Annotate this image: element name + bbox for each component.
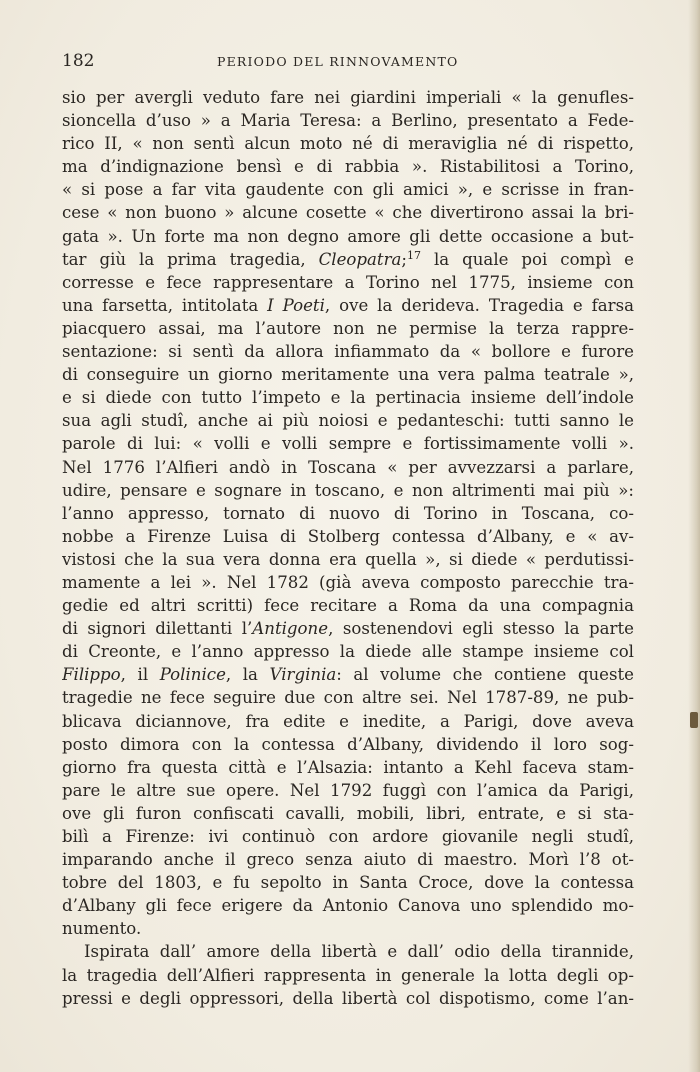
title-italic: Virginia — [269, 665, 337, 685]
text-line: di Creonte, e l’anno appresso la diede alle stampe insieme col — [62, 642, 634, 662]
text-line: Filippo, il Polinice, la Virginia: al volume che contiene queste — [62, 665, 634, 685]
page-header — [62, 50, 634, 74]
text-line: tragedie ne fece seguire due con altre sei. Nel 1787-89, ne pub- — [62, 688, 634, 708]
text-line: sio per avergli veduto fare nei giardini imperiali « la genufles- — [62, 88, 634, 107]
body-text — [62, 86, 634, 1010]
text-line: la tragedia dell’Alfieri rappresenta in generale la lotta degli op- — [62, 965, 634, 985]
text-line: giorno fra questa città e l’Alsazia: intanto a Kehl faceva stam- — [62, 757, 634, 777]
text-line: ove gli furon confiscati cavalli, mobili, libri, entrate, e si sta- — [62, 803, 634, 823]
footnote-ref: 17 — [407, 248, 422, 262]
text-line: pare le altre sue opere. Nel 1792 fuggì con l’amica da Parigi, — [62, 780, 634, 800]
text-line: mamente a lei ». Nel 1782 (già aveva composto parecchie tra- — [62, 572, 634, 592]
text-line: di signori dilettanti l’Antigone, sostenendovi egli stesso la parte — [62, 619, 634, 639]
text-line: sentazione: si sentì da allora infiammato da « bollore e furore — [62, 342, 634, 362]
text-line: sioncella d’uso » a Maria Teresa: a Berlino, presentato a Fede- — [62, 111, 634, 131]
text-line: l’anno appresso, tornato di nuovo di Torino in Toscana, co- — [62, 503, 634, 523]
title-italic: I Poeti — [267, 295, 325, 315]
text-line: bilì a Firenze: ivi continuò con ardore giovanile negli studî, — [62, 827, 634, 846]
text-line: « si pose a far vita gaudente con gli amici », e scrisse in fran- — [62, 180, 634, 200]
text-line: ma d’indignazione bensì e di rabbia ». Ristabilitosi a Torino, — [62, 157, 634, 177]
text-line: pressi e degli oppressori, della libertà col dispotismo, come l’an- — [62, 988, 634, 1008]
text-line: vistosi che la sua vera donna era quella », si diede « perdutissi- — [62, 549, 634, 569]
text-line: gata ». Un forte ma non degno amore gli dette occasione a but- — [62, 226, 634, 246]
text-line: tar giù la prima tragedia, Cleopatra;$^{17}$ la quale poi compì e — [62, 248, 634, 269]
text-line: tobre del 1803, e fu sepolto in Santa Croce, dove la contessa — [62, 873, 634, 893]
page-number: 182 — [62, 51, 95, 71]
text-line: di conseguire un giorno meritamente una vera palma teatrale », — [62, 365, 634, 385]
text-line: piacquero assai, ma l’autore non ne permise la terza rappre- — [62, 318, 634, 338]
title-italic: Polinice — [159, 665, 226, 685]
running-head: PERIODO DEL RINNOVAMENTO — [217, 54, 459, 69]
text-line: parole di lui: « volli e volli sempre e fortissimamente volli ». — [62, 434, 634, 454]
text-line: e si diede con tutto l’impeto e la pertinacia insieme dell’indole — [62, 388, 634, 408]
text-line: udire, pensare e sognare in toscano, e non altrimenti mai più »: — [62, 480, 634, 500]
title-italic: Cleopatra — [318, 249, 402, 269]
text-line: imparando anche il greco senza aiuto di maestro. Morì l’8 ot- — [62, 850, 634, 870]
text-line: una farsetta, intitolata I Poeti, ove la derideva. Tragedia e farsa — [62, 295, 634, 315]
text-line: cese « non buono » alcune cosette « che divertirono assai la bri- — [62, 203, 634, 223]
text-line: corresse e fece rappresentare a Torino nel 1775, insieme con — [62, 272, 634, 292]
text-line: d’Albany gli fece erigere da Antonio Canova uno splendido mo- — [62, 896, 634, 916]
text-line: Nel 1776 l’Alfieri andò in Toscana « per avvezzarsi a parlare, — [62, 457, 634, 477]
text-line: posto dimora con la contessa d’Albany, dividendo il loro sog- — [62, 734, 634, 754]
text-line: nobbe a Firenze Luisa di Stolberg contessa d’Albany, e « av- — [62, 526, 634, 546]
title-italic: Antigone — [252, 619, 329, 639]
text-line: blicava diciannove, fra edite e inedite, a Parigi, dove aveva — [62, 711, 634, 731]
binding-mark — [690, 712, 698, 728]
text-line: sua agli studî, anche ai più noiosi e pedanteschi: tutti sanno le — [62, 411, 634, 431]
text-line: gedie ed altri scritti) fece recitare a Roma da una compagnia — [62, 596, 634, 616]
text-line: rico II, « non sentì alcun moto né di meraviglia né di rispetto, — [62, 134, 634, 154]
title-italic: Filippo — [62, 665, 121, 685]
text-line: numento. — [62, 919, 142, 939]
page-edge-shadow — [688, 0, 700, 1072]
text-line-paragraph-start: Ispirata dall’ amore della libertà e dall’ odio della tirannide, — [84, 942, 634, 962]
